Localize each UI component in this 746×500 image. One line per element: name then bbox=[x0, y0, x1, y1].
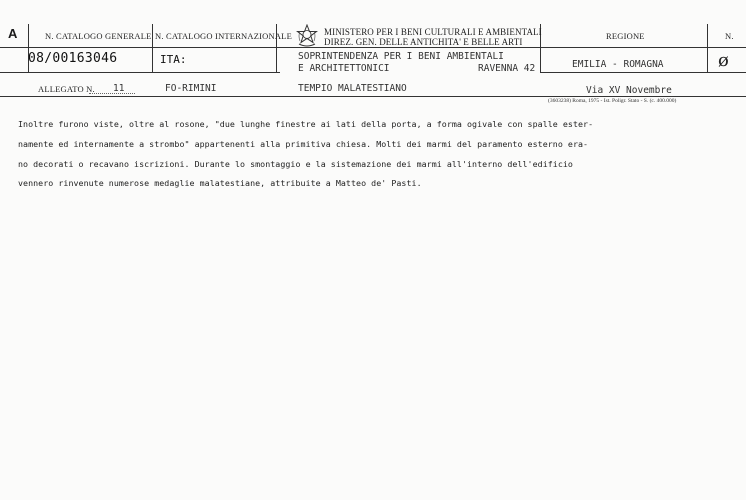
soprintendenza-line-2: E ARCHITETTONICI bbox=[298, 63, 390, 74]
n-catalogo-internazionale-label: N. CATALOGO INTERNAZIONALE bbox=[155, 31, 292, 41]
body-line: Inoltre furono viste, oltre al rosone, "due lunghe finestre ai lati della porta, a forma ogivale con spalle ester- bbox=[18, 119, 594, 129]
ministero-line-1: MINISTERO PER I BENI CULTURALI E AMBIENTALI bbox=[324, 27, 542, 37]
n-catalogo-generale-value: 08/00163046 bbox=[28, 51, 118, 66]
print-note: (3603238) Roma, 1975 - Ist. Poligr. Stato - S. (c. 400.000) bbox=[548, 98, 677, 104]
ministero-line-2: DIREZ. GEN. DELLE ANTICHITA' E BELLE ARTI bbox=[324, 37, 523, 47]
n-catalogo-internazionale-value: ITA: bbox=[160, 53, 187, 66]
regione-value: EMILIA - ROMAGNA bbox=[572, 59, 664, 70]
provincia-comune: FO-RIMINI bbox=[165, 83, 217, 94]
section-letter: A bbox=[8, 26, 18, 41]
body-text bbox=[18, 115, 733, 194]
n-catalogo-generale-label: N. CATALOGO GENERALE bbox=[45, 31, 152, 41]
allegato-label: ALLEGATO N. bbox=[38, 84, 95, 94]
divider bbox=[152, 24, 153, 72]
body-line: namente ed internamente a strombo" appartenenti alla primitiva chiesa. Molti dei marmi del paramento esterno era- bbox=[18, 138, 589, 149]
indirizzo: Via XV Novembre bbox=[586, 85, 672, 96]
allegato-value: 11 bbox=[113, 83, 125, 94]
body-line: no decorati o recavano iscrizioni. Durante lo smontaggio e la sistemazione dei marmi all'interno dell'edificio bbox=[18, 158, 573, 169]
soprintendenza-line-1: SOPRINTENDENZA PER I BENI AMBIENTALI bbox=[298, 51, 504, 62]
italian-republic-emblem-icon bbox=[296, 24, 318, 48]
body-line: vennero rinvenute numerose medaglie malatestiane, attribuite a Matteo de' Pasti. bbox=[18, 178, 422, 189]
n-value: ø bbox=[718, 50, 729, 71]
divider bbox=[0, 47, 746, 48]
divider bbox=[540, 72, 746, 73]
divider bbox=[707, 24, 708, 72]
oggetto: TEMPIO MALATESTIANO bbox=[298, 83, 407, 94]
divider bbox=[0, 96, 746, 97]
divider bbox=[0, 72, 280, 73]
regione-label: REGIONE bbox=[606, 31, 645, 41]
n-label: N. bbox=[725, 31, 734, 41]
allegato-dotted-line bbox=[89, 93, 135, 94]
soprintendenza-city: RAVENNA 42 bbox=[478, 63, 536, 74]
